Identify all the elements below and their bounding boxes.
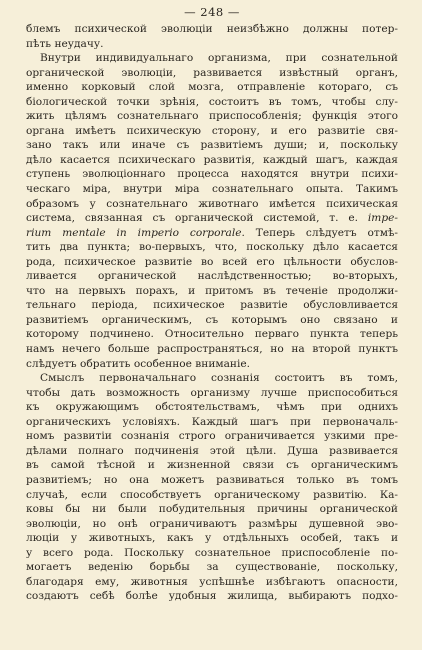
text-line: [26, 51, 398, 66]
text-line: [26, 124, 398, 139]
text-line: [26, 327, 398, 342]
text-fragment: блемъ психической эволюціи неизбѣжно должны потер-: [26, 23, 398, 35]
text-fragment: органа имѣетъ психическую сторону, и его развитіе свя-: [26, 124, 398, 137]
text-line: [26, 80, 398, 95]
text-line: [26, 400, 398, 415]
text-fragment: Внутри индивидуальнаго организма, при сознательной: [40, 52, 398, 65]
text-line: [26, 458, 398, 473]
text-fragment: система, связанная съ органической системой, т. е.: [26, 212, 359, 225]
text-fragment: тить два пункта; во-первыхъ, что, поскольку дѣло касается: [26, 241, 398, 254]
text-fragment: рода, психическое развитіе во всей его цѣльности обуслов-: [26, 255, 398, 268]
text-fragment: органической эволюціи, развивается извѣстный органъ,: [26, 66, 398, 79]
text-line: [26, 138, 398, 153]
text-fragment: создаютъ себѣ болѣе удобныя жилища, выбираютъ подхо-: [26, 590, 398, 603]
text-fragment: пѣть неудачу.: [26, 37, 104, 50]
text-fragment: жить цѣлямъ сознательнаго приспособленія; функція этого: [26, 110, 398, 123]
text-fragment: номъ развитіи сознанія строго ограничивается узкими пре-: [26, 430, 398, 443]
text-line: [26, 517, 398, 532]
text-fragment: . Теперь слѣдуетъ отмѣ-: [241, 226, 398, 239]
text-fragment: именно корковый слой мозга, отправленіе котораго, съ: [26, 81, 398, 94]
text-fragment: развитіемъ органическимъ, съ которымъ оно связано и: [26, 313, 398, 326]
text-line: [26, 109, 398, 124]
text-fragment: у всего рода. Поскольку сознательное приспособленіе по-: [26, 546, 398, 559]
text-line: [26, 22, 398, 37]
text-line: [26, 37, 398, 52]
text-fragment: слѣдуетъ обратить особенное вниманіе.: [26, 357, 251, 370]
paragraph: [26, 22, 398, 51]
text-line: [26, 575, 398, 590]
text-fragment: біологической точки зрѣнія, состоитъ въ томъ, чтобы слу-: [26, 95, 398, 108]
text-line: [26, 473, 398, 488]
body-text: [26, 22, 398, 604]
paragraph: [26, 371, 398, 604]
text-line: [26, 546, 398, 561]
text-line: [26, 95, 398, 110]
text-line: [26, 167, 398, 182]
text-fragment: эволюціи, но онѣ ограничиваютъ размѣры душевной эво-: [26, 517, 398, 530]
text-line: [26, 255, 398, 270]
italic-phrase: rium mentale in imperio corporale: [26, 226, 242, 239]
text-line: [26, 284, 398, 299]
paragraph: [26, 51, 398, 371]
text-line: [26, 488, 398, 503]
text-line: [26, 502, 398, 517]
text-fragment: дѣлами полнаго подчиненія этой цѣли. Душа развивается: [26, 444, 398, 457]
text-fragment: ливается органической наслѣдственностью; во-вторыхъ,: [26, 270, 398, 283]
text-fragment: ступень эволюціоннаго процесса находятся внутри психи-: [26, 168, 398, 181]
text-fragment: въ самой тѣсной и жизненной связи съ органическимъ: [26, 459, 398, 472]
text-line: [26, 371, 398, 386]
text-line: [26, 415, 398, 430]
text-line: [26, 444, 398, 459]
text-fragment: благодаря ему, животныя успѣшнѣе избѣгаютъ опасности,: [26, 575, 398, 588]
text-line: [26, 211, 398, 226]
text-line: [26, 357, 398, 372]
text-line: [26, 226, 398, 241]
text-line: [26, 240, 398, 255]
text-line: [26, 429, 398, 444]
text-fragment: что на первыхъ порахъ, и притомъ въ теченіе продолжи-: [26, 284, 398, 297]
text-fragment: которому подчинено. Относительно перваго пункта теперь: [26, 328, 398, 341]
text-fragment: развитіемъ; но она можетъ развиваться только въ томъ: [26, 473, 398, 486]
text-fragment: Смыслъ первоначальнаго сознанія состоитъ въ томъ,: [40, 372, 398, 385]
text-line: [26, 66, 398, 81]
text-fragment: ковы бы ни были побудительныя причины органической: [26, 503, 398, 516]
text-fragment: ческаго міра, внутри міра сознательнаго опыта. Такимъ: [26, 183, 398, 196]
italic-phrase: impe-: [367, 212, 398, 225]
text-line: [26, 560, 398, 575]
text-line: [26, 269, 398, 284]
text-fragment: люціи у животныхъ, какъ у отдѣльныхъ особей, такъ и: [26, 532, 398, 545]
text-fragment: чтобы дать возможность организму лучше приспособиться: [26, 386, 398, 399]
text-fragment: къ окружающимъ обстоятельствамъ, чѣмъ при однихъ: [26, 401, 398, 414]
text-line: [26, 342, 398, 357]
text-fragment: органическихъ условіяхъ. Каждый шагъ при первоначаль-: [26, 415, 398, 428]
text-fragment: зано такъ или иначе съ развитіемъ души; и, поскольку: [26, 139, 398, 152]
text-line: [26, 386, 398, 401]
text-fragment: случаѣ, если способствуетъ органическому развитію. Ка-: [26, 488, 398, 501]
text-fragment: тельнаго періода, психическое развитіе обусловливается: [26, 299, 398, 312]
text-fragment: намъ нечего больше распространяться, но на второй пунктъ: [26, 343, 398, 356]
page-number: — 248 —: [184, 5, 240, 19]
text-fragment: могаетъ веденію борьбы за существованіе, поскольку,: [26, 561, 398, 574]
text-line: [26, 197, 398, 212]
text-line: [26, 298, 398, 313]
text-line: [26, 589, 398, 604]
text-line: [26, 531, 398, 546]
text-line: [26, 313, 398, 328]
text-line: [26, 182, 398, 197]
text-fragment: образомъ у сознательнаго животнаго имѣется психическая: [26, 197, 398, 210]
text-fragment: дѣло касается психическаго развитія, каждый шагъ, каждая: [26, 153, 398, 166]
text-line: [26, 153, 398, 168]
